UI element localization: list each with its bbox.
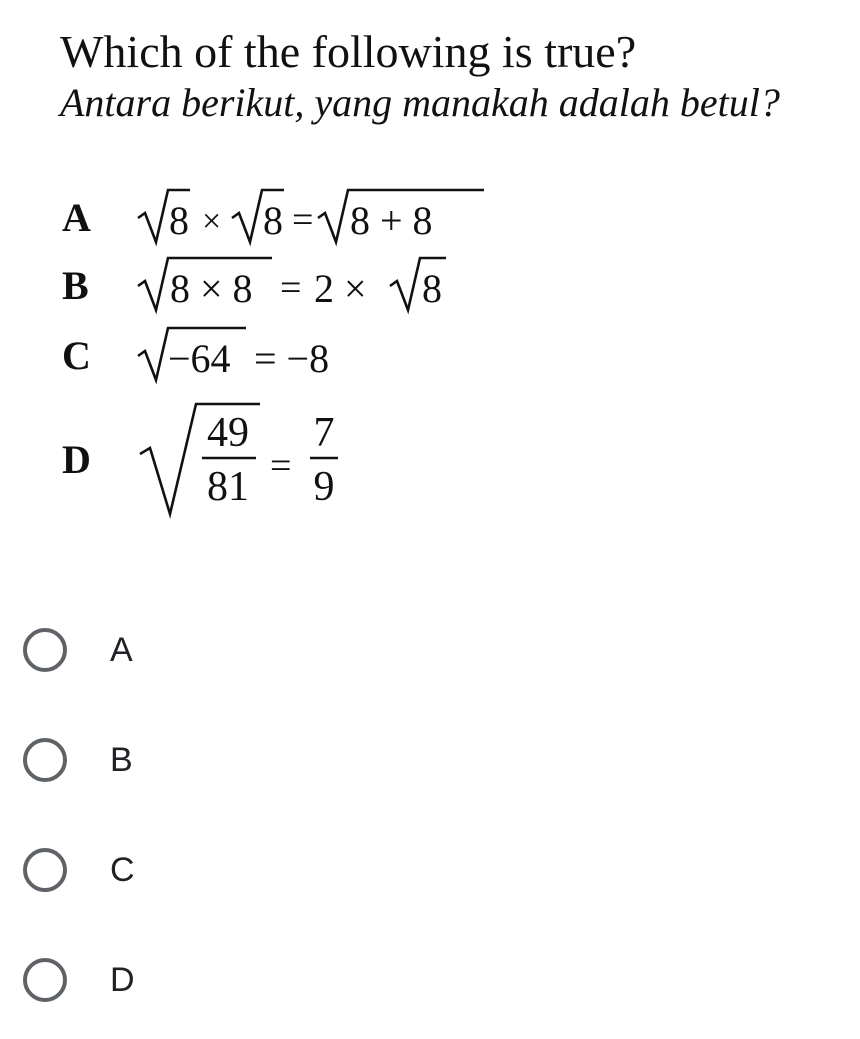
choice-a[interactable] (0, 608, 400, 698)
radio-button-b[interactable] (23, 738, 67, 782)
statement-d-equation (130, 396, 370, 526)
choice-b[interactable] (0, 718, 400, 808)
statement-b-radicand-1: 8 × 8 (170, 266, 253, 311)
statement-letter-c: C (62, 333, 91, 378)
statement-a-radicand-3: 8 + 8 (350, 198, 433, 243)
statement-b-radicand-2: 8 (422, 266, 442, 311)
radio-button-d[interactable] (23, 958, 67, 1002)
choice-label-a: A (110, 631, 133, 669)
choice-label-d: D (110, 961, 135, 999)
statement-d-numerator-2: 7 (313, 410, 335, 456)
statement-b-equals: = (280, 267, 302, 309)
statement-a-times: × (202, 203, 222, 240)
statement-letter-d: D (62, 437, 91, 482)
statement-c-equation (130, 318, 370, 388)
question-text-english: Which of the following is true? (60, 26, 637, 77)
statement-d-equals: = (270, 445, 292, 487)
statement-d-numerator-1: 49 (207, 410, 249, 456)
statement-a-equals: = (292, 199, 314, 241)
radio-button-a[interactable] (23, 628, 67, 672)
choice-label-c: C (110, 851, 135, 889)
statement-c-result: = −8 (254, 336, 330, 381)
choice-label-b: B (110, 741, 133, 779)
choice-c[interactable] (0, 828, 400, 918)
statement-d-denominator-1: 81 (207, 464, 249, 510)
statement-c-radicand: −64 (168, 336, 231, 381)
statement-letter-a: A (62, 195, 91, 240)
statement-d-denominator-2: 9 (313, 464, 335, 510)
statement-b-coefficient: 2 × (314, 266, 367, 311)
statement-a-radicand-2: 8 (263, 198, 283, 243)
choice-d[interactable] (0, 938, 400, 1028)
radio-button-c[interactable] (23, 848, 67, 892)
question-text-malay: Antara berikut, yang manakah adalah betul? (60, 80, 780, 125)
statement-letter-b: B (62, 263, 89, 308)
statement-b-equation (130, 248, 470, 318)
statement-a-equation (130, 180, 500, 250)
statement-a-radicand-1: 8 (169, 198, 189, 243)
